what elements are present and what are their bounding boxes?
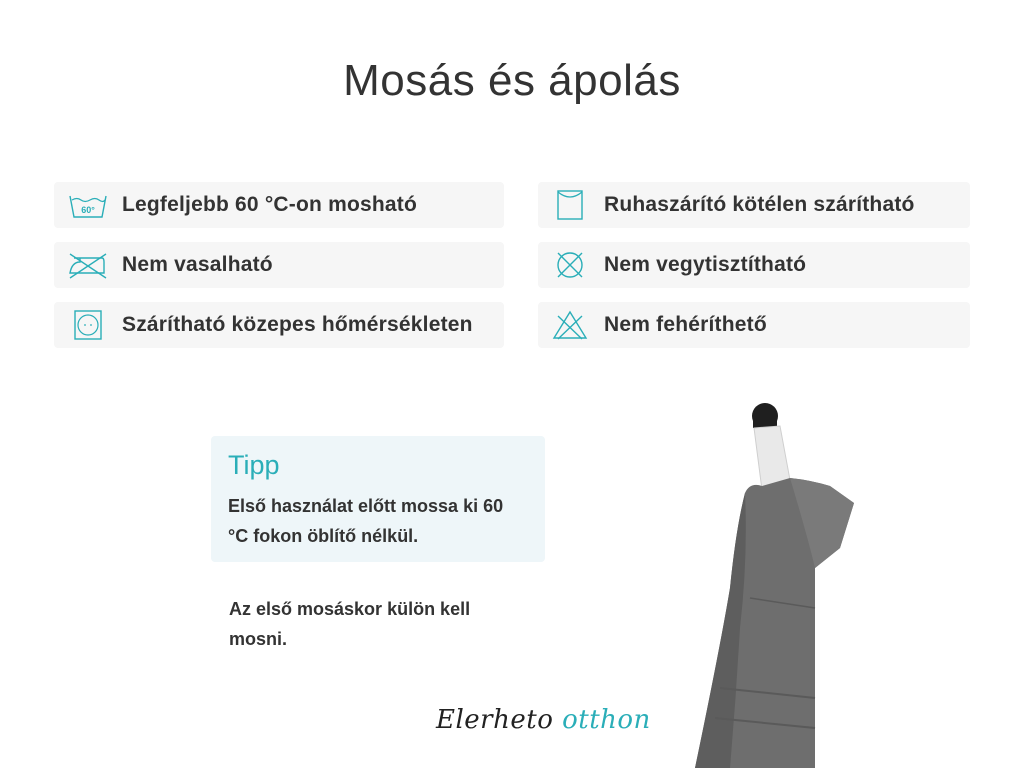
tip-title: Tipp [228, 450, 280, 480]
wash-60-icon [68, 190, 108, 220]
brand-logo [436, 705, 651, 735]
care-item-no-bleach [538, 302, 970, 348]
care-label: Ruhaszárító kötélen szárítható [604, 193, 915, 216]
care-label: Nem vegytisztítható [604, 253, 807, 276]
care-item-no-iron [54, 242, 504, 288]
line-dry-icon [550, 190, 590, 220]
tip-box [211, 436, 545, 562]
hanging-towel-image [690, 398, 870, 768]
no-dry-clean-icon [550, 250, 590, 280]
brand-part1: Elerheto [436, 705, 554, 735]
care-label: Szárítható közepes hőmérsékleten [122, 313, 473, 336]
care-item-wash-60 [54, 182, 504, 228]
care-label: Nem fehéríthető [604, 313, 767, 336]
tumble-dry-medium-icon [68, 310, 108, 340]
no-bleach-icon [550, 310, 590, 340]
care-item-no-dry-clean [538, 242, 970, 288]
care-label: Legfeljebb 60 °C-on mosható [122, 193, 417, 216]
washing-note: Az első mosáskor külön kell mosni. [229, 599, 471, 649]
care-label: Nem vasalható [122, 253, 273, 276]
care-item-tumble-dry [54, 302, 504, 348]
svg-text:60°: 60° [81, 205, 95, 215]
page-title: Mosás és ápolás [343, 56, 681, 105]
no-iron-icon [68, 250, 108, 280]
brand-part2: otthon [562, 705, 651, 735]
care-item-line-dry [538, 182, 970, 228]
tip-text: Első használat előtt mossa ki 60 °C fokon öblítő nélkül. [228, 496, 504, 546]
